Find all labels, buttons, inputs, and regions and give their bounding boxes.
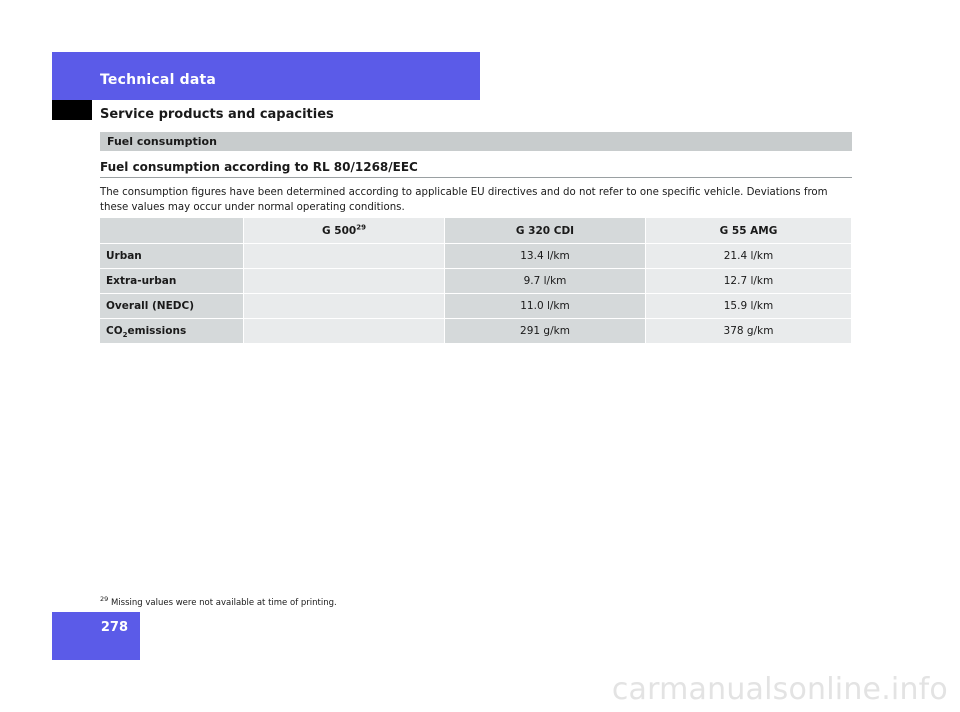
cell-g500 — [244, 269, 445, 294]
chapter-title: Technical data — [100, 72, 217, 88]
cell-g55: 378 g/km — [646, 319, 852, 344]
row-label: Overall (NEDC) — [100, 294, 244, 319]
row-label: Urban — [100, 244, 244, 269]
fuel-consumption-table — [100, 218, 852, 344]
row-label-sub: 2 — [122, 331, 128, 340]
section-title: Service products and capacities — [100, 107, 334, 122]
table-heading: Fuel consumption according to RL 80/1268/EEC — [100, 160, 418, 174]
header-label-g500: G 500 — [322, 224, 357, 237]
table-row — [100, 269, 852, 294]
footnote-number: 29 — [100, 595, 109, 603]
footnote-ref: 29 — [356, 223, 366, 231]
intro-paragraph: The consumption figures have been determined according to applicable EU directives and do not refer to one specific vehicle. Deviations from these values may occur under normal operating conditions. — [100, 187, 828, 213]
cell-g55: 15.9 l/km — [646, 294, 852, 319]
page-number-box — [52, 612, 140, 660]
topic-band — [100, 132, 852, 151]
cell-g320: 291 g/km — [445, 319, 646, 344]
cell-g500 — [244, 244, 445, 269]
page-number: 278 — [100, 620, 128, 635]
watermark: carmanualsonline.info — [611, 672, 948, 707]
cell-g55: 21.4 l/km — [646, 244, 852, 269]
cell-g500 — [244, 294, 445, 319]
row-label: Extra-urban — [100, 269, 244, 294]
header-cell-empty — [100, 218, 244, 244]
section-marker — [52, 100, 92, 120]
heading-divider — [100, 177, 852, 178]
header-cell-g55: G 55 AMG — [646, 218, 852, 244]
chapter-header-bar — [52, 52, 480, 100]
row-label-pre: CO — [106, 325, 123, 337]
table-header-row — [100, 218, 852, 244]
table-row — [100, 244, 852, 269]
row-label-post: emissions — [127, 325, 187, 337]
table-row — [100, 319, 852, 344]
cell-g320: 13.4 l/km — [445, 244, 646, 269]
header-cell-g500 — [244, 218, 445, 244]
cell-g320: 11.0 l/km — [445, 294, 646, 319]
cell-g55: 12.7 l/km — [646, 269, 852, 294]
row-label — [100, 319, 244, 344]
table-row — [100, 294, 852, 319]
topic-title: Fuel consumption — [107, 135, 217, 148]
header-cell-g320: G 320 CDI — [445, 218, 646, 244]
footnote — [100, 595, 337, 608]
footnote-text: Missing values were not available at time of printing. — [110, 597, 337, 608]
cell-g500 — [244, 319, 445, 344]
cell-g320: 9.7 l/km — [445, 269, 646, 294]
